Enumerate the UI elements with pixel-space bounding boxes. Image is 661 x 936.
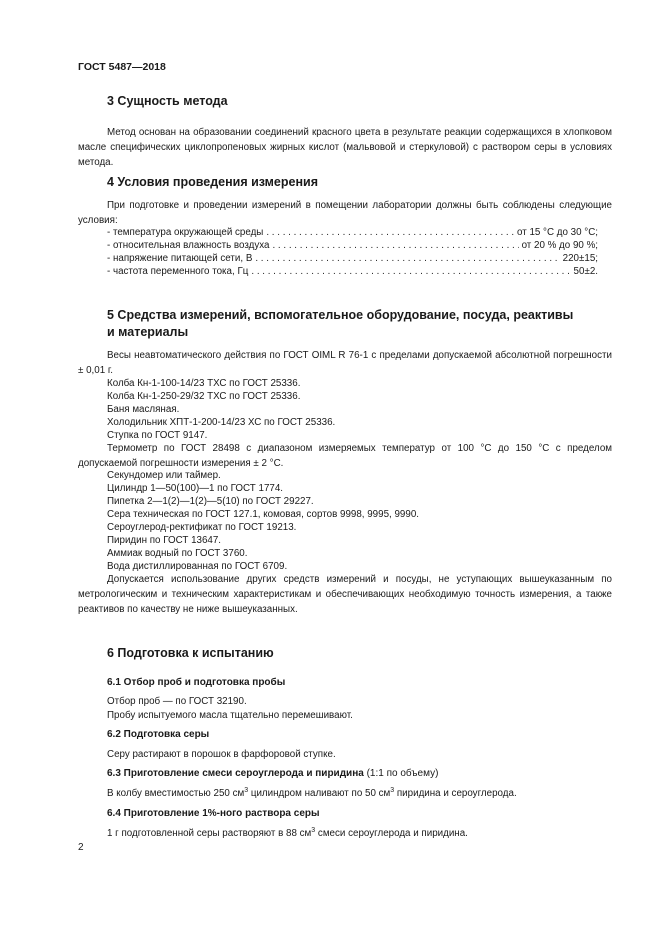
section-3-heading: 3 Сущность метода <box>107 94 228 108</box>
section-5-heading-line-1: 5 Средства измерений, вспомогательное оборудование, посуда, реактивы <box>107 308 574 322</box>
condition-label: - температура окружающей среды <box>107 227 264 238</box>
condition-value: 50±2. <box>573 266 598 277</box>
condition-label: - частота переменного тока, Гц <box>107 266 249 277</box>
thermometer-paragraph: Термометр по ГОСТ 28498 с диапазоном измеряемых температур от 100 °С до 150 °С с пределом допускаемой погрешности измерения ± 2 °С. <box>78 443 612 469</box>
subsection-6-2-text: Серу растирают в порошок в фарфоровой ступке. <box>107 749 336 760</box>
equipment-item: Секундомер или таймер. <box>107 470 221 481</box>
superscript: 3 <box>244 787 249 794</box>
text-run: смеси сероуглерода и пиридина. <box>315 828 468 839</box>
allowance-paragraph: Допускается использование других средств измерений и посуды, не уступающих вышеуказанным по метрологическим и техническим характеристикам и обеспечивающих необходимую точность измерения, а также реактивов по качеству не ниже вышеуказанных. <box>78 574 612 615</box>
section-3-paragraph: Метод основан на образовании соединений красного цвета в результате реакции содержащихся в хлопковом масле специфических циклопропеновых жирных кислот (мальвовой и стеркуловой) с раствором серы в условиях метода. <box>78 127 612 168</box>
text-run: пиридина и сероуглерода. <box>394 788 517 799</box>
equipment-item: Колба Кн-1-100-14/23 ТХС по ГОСТ 25336. <box>107 378 301 389</box>
subsection-6-3-heading <box>107 768 438 779</box>
equipment-item: Сероуглерод-ректификат по ГОСТ 19213. <box>107 522 297 533</box>
equipment-item: Колба Кн-1-250-29/32 ТХС по ГОСТ 25336. <box>107 391 301 402</box>
subsection-6-3-ratio: (1:1 по объему) <box>366 768 439 779</box>
dot-leader <box>251 264 570 279</box>
condition-label: - относительная влажность воздуха <box>107 240 270 251</box>
equipment-item: Вода дистиллированная по ГОСТ 6709. <box>107 561 288 572</box>
condition-row <box>107 264 598 279</box>
equipment-item: Сера техническая по ГОСТ 127.1, комовая, сортов 9998, 9995, 9990. <box>107 509 419 520</box>
section-4-intro: При подготовке и проведении измерений в помещении лаборатории должны быть соблюдены следующие условия: <box>78 200 612 226</box>
subsection-6-1-heading: 6.1 Отбор проб и подготовка пробы <box>107 677 286 688</box>
section-6-heading: 6 Подготовка к испытанию <box>107 646 274 660</box>
subsection-6-3-title: 6.3 Приготовление смеси сероуглерода и пиридина <box>107 768 364 779</box>
condition-value: от 20 % до 90 %; <box>521 240 598 251</box>
subsection-6-4-heading: 6.4 Приготовление 1%-ного раствора серы <box>107 808 320 819</box>
subsection-6-4-text <box>107 826 468 841</box>
subsection-6-1-text: Отбор проб — по ГОСТ 32190. <box>107 696 247 707</box>
scales-paragraph: Весы неавтоматического действия по ГОСТ OIML R 76-1 с пределами допускаемой абсолютной погрешности ± 0,01 г. <box>78 350 612 376</box>
condition-value: 220±15; <box>562 253 598 264</box>
equipment-item: Холодильник ХПТ-1-200-14/23 ХС по ГОСТ 25336. <box>107 417 336 428</box>
equipment-item: Пиридин по ГОСТ 13647. <box>107 535 222 546</box>
subsection-6-1-text: Пробу испытуемого масла тщательно перемешивают. <box>107 710 353 721</box>
page-number: 2 <box>78 842 84 853</box>
equipment-item: Цилиндр 1—50(100)—1 по ГОСТ 1774. <box>107 483 284 494</box>
page-header-standard: ГОСТ 5487—2018 <box>78 61 166 73</box>
superscript: 3 <box>311 827 316 834</box>
equipment-item: Баня масляная. <box>107 404 180 415</box>
condition-label: - напряжение питающей сети, В <box>107 253 253 264</box>
subsection-6-2-heading: 6.2 Подготовка серы <box>107 729 210 740</box>
equipment-item: Пипетка 2—1(2)—1(2)—5(10) по ГОСТ 29227. <box>107 496 314 507</box>
subsection-6-3-text <box>107 786 517 801</box>
superscript: 3 <box>390 787 395 794</box>
condition-value: от 15 °С до 30 °С; <box>517 227 598 238</box>
section-4-heading: 4 Условия проведения измерения <box>107 175 318 189</box>
text-run: 1 г подготовленной серы растворяют в 88 см <box>107 828 312 839</box>
text-run: цилиндром наливают по 50 см <box>248 788 391 799</box>
text-run: В колбу вместимостью 250 см <box>107 788 245 799</box>
equipment-item: Аммиак водный по ГОСТ 3760. <box>107 548 248 559</box>
section-5-heading-line-2: и материалы <box>107 325 189 339</box>
equipment-item: Ступка по ГОСТ 9147. <box>107 430 208 441</box>
section-5-heading <box>107 307 612 341</box>
